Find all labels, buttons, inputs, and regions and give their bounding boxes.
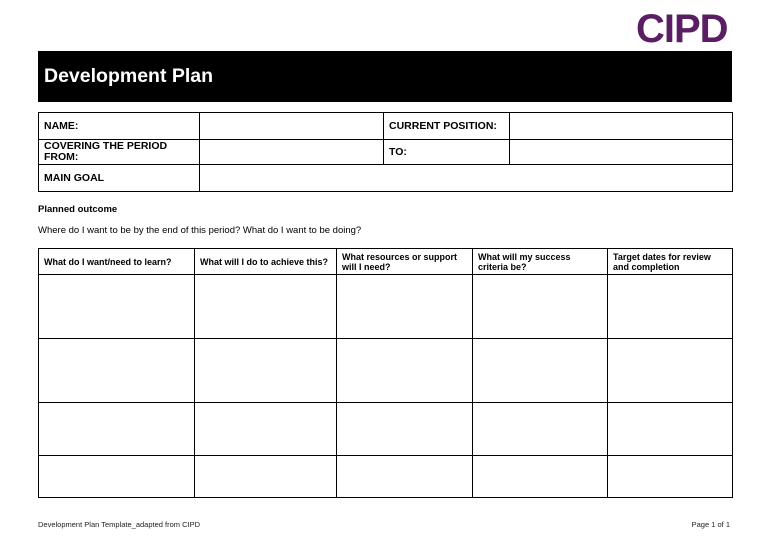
current-position-label: CURRENT POSITION: — [384, 113, 510, 140]
info-row-goal — [39, 165, 733, 192]
period-to-field[interactable] — [510, 140, 733, 165]
plan-table — [38, 248, 733, 498]
table-cell[interactable] — [39, 403, 195, 456]
table-cell[interactable] — [608, 339, 733, 403]
table-cell[interactable] — [608, 456, 733, 498]
table-cell[interactable] — [473, 403, 608, 456]
period-to-label: TO: — [384, 140, 510, 165]
main-goal-field[interactable] — [200, 165, 733, 192]
table-cell[interactable] — [39, 456, 195, 498]
current-position-field[interactable] — [510, 113, 733, 140]
footer-left: Development Plan Template_adapted from CIPD — [38, 520, 201, 529]
table-cell[interactable] — [337, 456, 473, 498]
table-row — [39, 403, 733, 456]
footer-page-number: Page 1 of 1 — [691, 520, 730, 529]
table-cell[interactable] — [337, 275, 473, 339]
table-cell[interactable] — [39, 275, 195, 339]
table-cell[interactable] — [337, 403, 473, 456]
table-cell[interactable] — [473, 275, 608, 339]
table-cell[interactable] — [337, 339, 473, 403]
col-header-learn: What do I want/need to learn? — [39, 249, 195, 275]
table-cell[interactable] — [473, 339, 608, 403]
table-cell[interactable] — [608, 403, 733, 456]
table-cell[interactable] — [39, 339, 195, 403]
col-header-dates: Target dates for review and completion — [608, 249, 733, 275]
table-cell[interactable] — [195, 403, 337, 456]
table-cell[interactable] — [195, 339, 337, 403]
table-row — [39, 275, 733, 339]
name-field[interactable] — [200, 113, 384, 140]
page-title: Development Plan — [44, 65, 214, 87]
table-cell[interactable] — [608, 275, 733, 339]
planned-outcome-heading: Planned outcome — [38, 204, 118, 215]
col-header-resources: What resources or support will I need? — [337, 249, 473, 275]
table-row — [39, 456, 733, 498]
table-cell[interactable] — [195, 456, 337, 498]
info-table — [38, 112, 733, 192]
table-cell[interactable] — [473, 456, 608, 498]
col-header-achieve: What will I do to achieve this? — [195, 249, 337, 275]
planned-outcome-question: Where do I want to be by the end of this period? What do I want to be doing? — [38, 225, 362, 236]
period-from-label: COVERING THE PERIOD FROM: — [39, 140, 200, 165]
table-cell[interactable] — [195, 275, 337, 339]
table-row — [39, 339, 733, 403]
period-from-field[interactable] — [200, 140, 384, 165]
title-banner — [38, 51, 732, 102]
name-label: NAME: — [39, 113, 200, 140]
cipd-logo: CIPD — [636, 7, 728, 51]
info-row-name — [39, 113, 733, 140]
col-header-success: What will my success criteria be? — [473, 249, 608, 275]
info-row-period — [39, 140, 733, 165]
plan-header-row — [39, 249, 733, 275]
main-goal-label: MAIN GOAL — [39, 165, 200, 192]
